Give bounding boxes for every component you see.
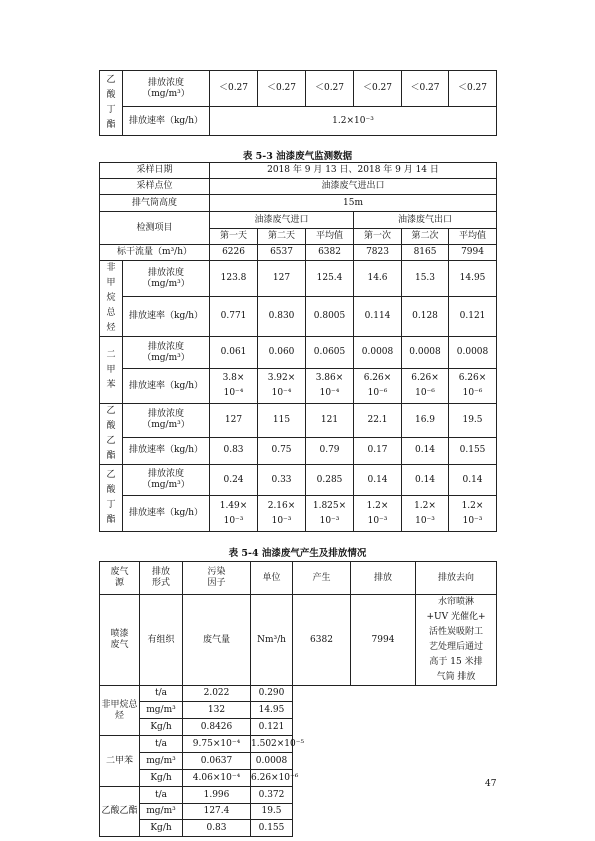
value-cell: 0.14 [354,465,402,496]
flow-label: 标干流量（m³/h） [100,245,210,261]
emitted-cell: 0.290 [251,686,293,702]
pollutant-name-cell: 二 甲 苯 [100,337,123,404]
volume-generated: 6382 [293,595,351,686]
sub-header: 平均值 [449,229,497,245]
value-cell: 0.24 [210,465,258,496]
stack-height: 15m [210,195,497,212]
table-5-4 [99,561,497,837]
emitted-cell: 0.121 [251,719,293,736]
value-cell: 1.825× 10⁻³ [306,496,354,532]
value-cell: 19.5 [449,404,497,438]
item-label: 检测项目 [100,212,210,245]
pollutant-name-cell: 乙 酸 丁 酯 [100,465,123,532]
header-generated: 产生 [293,562,351,595]
generated-cell: 9.75×10⁻⁴ [183,736,251,753]
conc-label: 排放浓度 （mg/m³） [123,261,210,297]
stack-height-label: 排气筒高度 [100,195,210,212]
unit-cell: t/a [140,736,183,753]
value-cell: 127 [258,261,306,297]
pollutant-name-cell: 乙 酸 丁 酯 [100,71,123,136]
unit-cell: Kg/h [140,770,183,787]
value-cell: 127 [210,404,258,438]
value-cell: 7823 [354,245,402,261]
rate-label: 排放速率（kg/h） [123,496,210,532]
value-cell: 0.17 [354,437,402,464]
destination-cell: 水帘喷淋 +UV 光催化+ 活性炭吸附工 艺处理后通过 高于 15 米排 气筒 排放 [416,595,497,686]
value-cell: 0.830 [258,297,306,337]
value-cell: 0.771 [210,297,258,337]
value-cell: 0.0008 [449,337,497,369]
table-5-3-caption: 表 5-3 油漆废气监测数据 [242,151,353,162]
value-cell: 8165 [402,245,449,261]
value-cell: 0.14 [449,465,497,496]
rate-label: 排放速率（kg/h） [123,107,210,136]
outlet-label: 油漆废气出口 [354,212,497,229]
generated-cell: 2.022 [183,686,251,702]
table-5-3 [99,162,497,532]
value-cell: 0.285 [306,465,354,496]
conc-label: 排放浓度 （mg/m³） [123,404,210,438]
generated-cell: 0.83 [183,820,251,837]
unit-cell: t/a [140,686,183,702]
pollutant-name-cell: 乙 酸 乙 酯 [100,404,123,465]
generated-cell: 0.8426 [183,719,251,736]
pollutant-name-cell: 乙酸乙酯 [100,787,140,837]
rate-label: 排放速率（kg/h） [123,369,210,404]
value-cell: ＜0.27 [402,71,449,107]
emitted-cell: 14.95 [251,702,293,719]
rate-label: 排放速率（kg/h） [123,297,210,337]
generated-cell: 0.0637 [183,753,251,770]
value-cell: 115 [258,404,306,438]
sampling-point-label: 采样点位 [100,179,210,195]
value-cell: 121 [306,404,354,438]
value-cell: 6537 [258,245,306,261]
value-cell: 0.8005 [306,297,354,337]
pollutant-name-cell: 非甲烷总烃 [100,686,140,736]
value-cell: ＜0.27 [258,71,306,107]
generated-cell: 127.4 [183,804,251,820]
value-cell: 16.9 [402,404,449,438]
value-cell: 0.0605 [306,337,354,369]
volume-label: 废气量 [183,595,251,686]
pollutant-name-cell: 二甲苯 [100,736,140,787]
header-gas-source: 废气 源 [100,562,140,595]
value-cell: 0.79 [306,437,354,464]
value-cell: 0.061 [210,337,258,369]
table-5-4-caption: 表 5-4 油漆废气产生及排放情况 [228,548,367,559]
value-cell: 6.26× 10⁻⁶ [449,369,497,404]
sub-header: 平均值 [306,229,354,245]
rate-value: 1.2×10⁻³ [210,107,497,136]
unit-cell: mg/m³ [140,753,183,770]
unit-cell: mg/m³ [140,804,183,820]
gas-source-cell: 喷漆 废气 [100,595,140,686]
emitted-cell: 6.26×10⁻⁶ [251,770,293,787]
header-pollutant: 污染 因子 [183,562,251,595]
value-cell: 6.26× 10⁻⁶ [402,369,449,404]
value-cell: 0.14 [402,437,449,464]
generated-cell: 1.996 [183,787,251,804]
header-unit: 单位 [251,562,293,595]
value-cell: 0.155 [449,437,497,464]
value-cell: 6382 [306,245,354,261]
volume-emitted: 7994 [351,595,416,686]
value-cell: 0.060 [258,337,306,369]
emission-form-cell: 有组织 [140,595,183,686]
value-cell: 0.14 [402,465,449,496]
sampling-point: 油漆废气进出口 [210,179,497,195]
value-cell: 1.2× 10⁻³ [354,496,402,532]
value-cell: 1.2× 10⁻³ [402,496,449,532]
rate-label: 排放速率（kg/h） [123,437,210,464]
header-destination: 排放去向 [416,562,497,595]
value-cell: 0.114 [354,297,402,337]
pollutant-name-cell: 非 甲 烷 总 烃 [100,261,123,337]
value-cell: 22.1 [354,404,402,438]
value-cell: 0.83 [210,437,258,464]
emitted-cell: 0.0008 [251,753,293,770]
generated-cell: 4.06×10⁻⁴ [183,770,251,787]
sub-header: 第二次 [402,229,449,245]
value-cell: ＜0.27 [210,71,258,107]
value-cell: 0.75 [258,437,306,464]
value-cell: 0.128 [402,297,449,337]
value-cell: 0.33 [258,465,306,496]
value-cell: 125.4 [306,261,354,297]
value-cell: 14.95 [449,261,497,297]
unit-cell: t/a [140,787,183,804]
emitted-cell: 0.372 [251,787,293,804]
value-cell: 0.0008 [402,337,449,369]
sampling-date-label: 采样日期 [100,163,210,179]
inlet-label: 油漆废气进口 [210,212,354,229]
page-number: 47 [485,779,497,789]
value-cell: 6226 [210,245,258,261]
emitted-cell: 0.155 [251,820,293,837]
value-cell: 3.86× 10⁻⁴ [306,369,354,404]
conc-label: 排放浓度 （mg/m³） [123,337,210,369]
value-cell: ＜0.27 [306,71,354,107]
value-cell: 3.8× 10⁻⁴ [210,369,258,404]
unit-cell: Kg/h [140,719,183,736]
emitted-cell: 1.502×10⁻⁵ [251,736,293,753]
sampling-date: 2018 年 9 月 13 日、2018 年 9 月 14 日 [210,163,497,179]
value-cell: 15.3 [402,261,449,297]
value-cell: 0.121 [449,297,497,337]
conc-label: 排放浓度 （mg/m³） [123,465,210,496]
sub-header: 第一天 [210,229,258,245]
volume-unit: Nm³/h [251,595,293,686]
unit-cell: mg/m³ [140,702,183,719]
value-cell: 1.49× 10⁻³ [210,496,258,532]
emitted-cell: 19.5 [251,804,293,820]
continued-table [99,70,497,136]
conc-label: 排放浓度 （mg/m³） [123,71,210,107]
value-cell: 3.92× 10⁻⁴ [258,369,306,404]
value-cell: 6.26× 10⁻⁶ [354,369,402,404]
value-cell: 123.8 [210,261,258,297]
value-cell: 0.0008 [354,337,402,369]
generated-cell: 132 [183,702,251,719]
value-cell: 1.2× 10⁻³ [449,496,497,532]
header-emission-form: 排放 形式 [140,562,183,595]
value-cell: 7994 [449,245,497,261]
value-cell: 14.6 [354,261,402,297]
value-cell: 2.16× 10⁻³ [258,496,306,532]
unit-cell: Kg/h [140,820,183,837]
sub-header: 第二天 [258,229,306,245]
header-emitted: 排放 [351,562,416,595]
sub-header: 第一次 [354,229,402,245]
value-cell: ＜0.27 [449,71,497,107]
value-cell: ＜0.27 [354,71,402,107]
